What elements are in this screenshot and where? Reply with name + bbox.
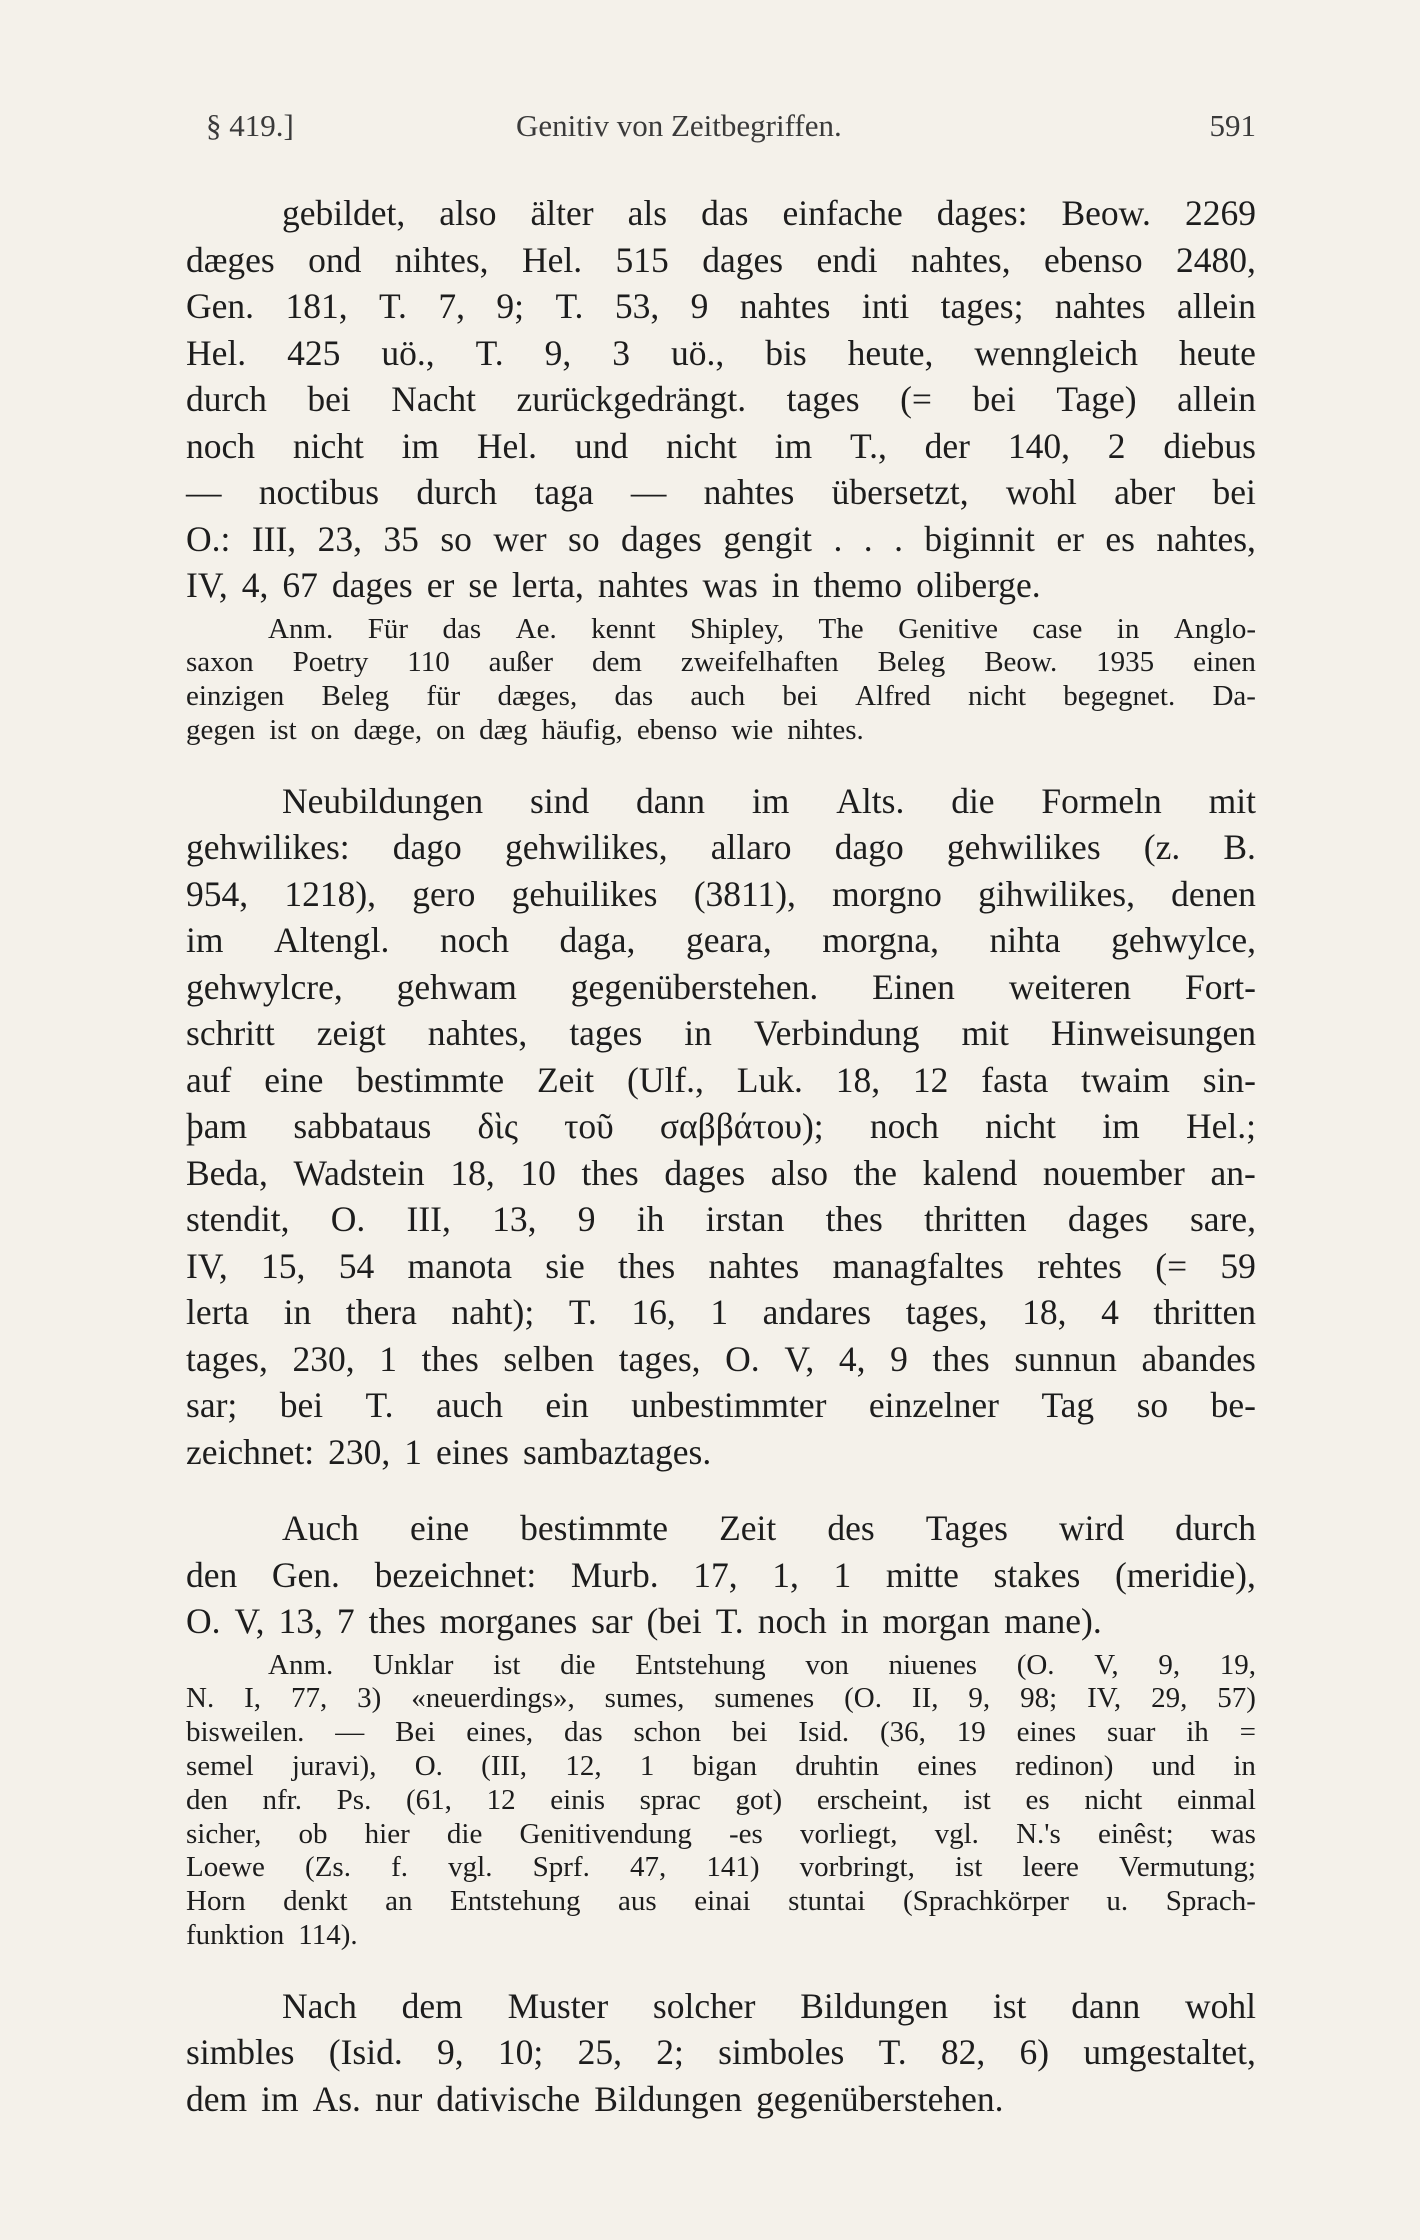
body-paragraph bbox=[186, 1505, 1256, 1645]
text-line: lerta in thera naht); T. 16, 1 andares tages, 18, 4 thritten bbox=[186, 1292, 1256, 1333]
text-line: gehwilikes: dago gehwilikes, allaro dago gehwilikes (z. B. bbox=[186, 827, 1256, 868]
text-line: Hel. 425 uö., T. 9, 3 uö., bis heute, wenngleich heute bbox=[186, 332, 1256, 373]
annotation-paragraph bbox=[186, 613, 1256, 748]
text-line: noch nicht im Hel. und nicht im T., der 140, 2 diebus bbox=[186, 425, 1256, 466]
text-line: dæges ond nihtes, Hel. 515 dages endi nahtes, ebenso 2480, bbox=[186, 239, 1256, 280]
text-line: Auch eine bestimmte Zeit des Tages wird durch bbox=[282, 1508, 1256, 1549]
body-paragraph bbox=[186, 1983, 1256, 2123]
text-line: N. I, 77, 3) «neuerdings», sumes, sumenes (O. II, 9, 98; IV, 29, 57) bbox=[186, 1682, 1256, 1715]
page-number: 591 bbox=[1209, 108, 1256, 143]
text-line: Anm. Unklar ist die Entstehung von niuenes (O. V, 9, 19, bbox=[268, 1648, 1256, 1681]
text-line: Horn denkt an Entstehung aus einai stuntai (Sprachkörper u. Sprach- bbox=[186, 1885, 1256, 1918]
text-line: 954, 1218), gero gehuilikes (3811), morgno gihwilikes, denen bbox=[186, 873, 1256, 914]
text-line: den nfr. Ps. (61, 12 einis sprac got) erscheint, ist es nicht einmal bbox=[186, 1783, 1256, 1816]
text-line: stendit, O. III, 13, 9 ih irstan thes thritten dages sare, bbox=[186, 1199, 1256, 1240]
text-line: Nach dem Muster solcher Bildungen ist dann wohl bbox=[282, 1985, 1256, 2026]
text-line: zeichnet: 230, 1 eines sambaztages. bbox=[186, 1431, 712, 1472]
text-line: O. V, 13, 7 thes morganes sar (bei T. noch in morgan mane). bbox=[186, 1601, 1102, 1642]
text-line: dem im As. nur dativische Bildungen gegenüberstehen. bbox=[186, 2078, 1004, 2119]
text-line: semel juravi), O. (III, 12, 1 bigan druhtin eines redinon) und in bbox=[186, 1750, 1256, 1783]
text-line: durch bei Nacht zurückgedrängt. tages (= bei Tage) allein bbox=[186, 379, 1256, 419]
text-line: tages, 230, 1 thes selben tages, O. V, 4, 9 thes sunnun abandes bbox=[186, 1338, 1256, 1379]
body-paragraph bbox=[186, 190, 1256, 609]
text-line: Loewe (Zs. f. vgl. Sprf. 47, 141) vorbringt, ist leere Vermutung; bbox=[186, 1851, 1256, 1884]
running-title: Genitiv von Zeitbegriffen. bbox=[516, 108, 842, 143]
text-line: gebildet, also älter als das einfache dages: Beow. 2269 bbox=[282, 193, 1256, 233]
text-line: O.: III, 23, 35 so wer so dages gengit . . . biginnit er es nahtes, bbox=[186, 518, 1256, 559]
text-line: gegen ist on dæge, on dæg häufig, ebenso wie nihtes. bbox=[186, 713, 864, 746]
text-line: Beda, Wadstein 18, 10 thes dages also the kalend nouember an- bbox=[186, 1152, 1256, 1193]
text-line: þam sabbataus δὶς τοῦ σαββάτου); noch nicht im Hel.; bbox=[186, 1106, 1256, 1147]
text-line: den Gen. bezeichnet: Murb. 17, 1, 1 mitte stakes (meridie), bbox=[186, 1554, 1256, 1595]
text-line: bisweilen. — Bei eines, das schon bei Isid. (36, 19 eines suar ih = bbox=[186, 1716, 1256, 1749]
text-line: simbles (Isid. 9, 10; 25, 2; simboles T. 82, 6) umgestaltet, bbox=[186, 2032, 1256, 2073]
text-line: Gen. 181, T. 7, 9; T. 53, 9 nahtes inti tages; nahtes allein bbox=[186, 286, 1256, 326]
text-line: sicher, ob hier die Genitivendung -es vorliegt, vgl. N.'s einêst; was bbox=[186, 1817, 1256, 1850]
text-line: Anm. Für das Ae. kennt Shipley, The Genitive case in Anglo- bbox=[268, 612, 1256, 645]
body-paragraph bbox=[186, 778, 1256, 1476]
annotation-paragraph bbox=[186, 1649, 1256, 1953]
book-page bbox=[186, 100, 1256, 2122]
text-line: saxon Poetry 110 außer dem zweifelhaften Beleg Beow. 1935 einen bbox=[186, 646, 1256, 679]
text-line: — noctibus durch taga — nahtes übersetzt, wohl aber bei bbox=[186, 472, 1256, 512]
text-line: IV, 4, 67 dages er se lerta, nahtes was in themo oliberge. bbox=[186, 565, 1041, 605]
page-body bbox=[186, 190, 1256, 2122]
text-line: gehwylcre, gehwam gegenüberstehen. Einen weiteren Fort- bbox=[186, 966, 1256, 1007]
text-line: einzigen Beleg für dæges, das auch bei Alfred nicht begegnet. Da- bbox=[186, 680, 1256, 713]
text-line: auf eine bestimmte Zeit (Ulf., Luk. 18, 12 fasta twaim sin- bbox=[186, 1059, 1256, 1100]
text-line: IV, 15, 54 manota sie thes nahtes managfaltes rehtes (= 59 bbox=[186, 1245, 1256, 1286]
text-line: im Altengl. noch daga, geara, morgna, nihta gehwylce, bbox=[186, 920, 1256, 961]
text-line: sar; bei T. auch ein unbestimmter einzelner Tag so be- bbox=[186, 1385, 1256, 1426]
text-line: schritt zeigt nahtes, tages in Verbindung mit Hinweisungen bbox=[186, 1013, 1256, 1054]
text-line: funktion 114). bbox=[186, 1919, 358, 1952]
section-number: § 419.] bbox=[206, 108, 294, 143]
running-head bbox=[186, 100, 1256, 160]
text-line: Neubildungen sind dann im Alts. die Formeln mit bbox=[282, 780, 1256, 821]
